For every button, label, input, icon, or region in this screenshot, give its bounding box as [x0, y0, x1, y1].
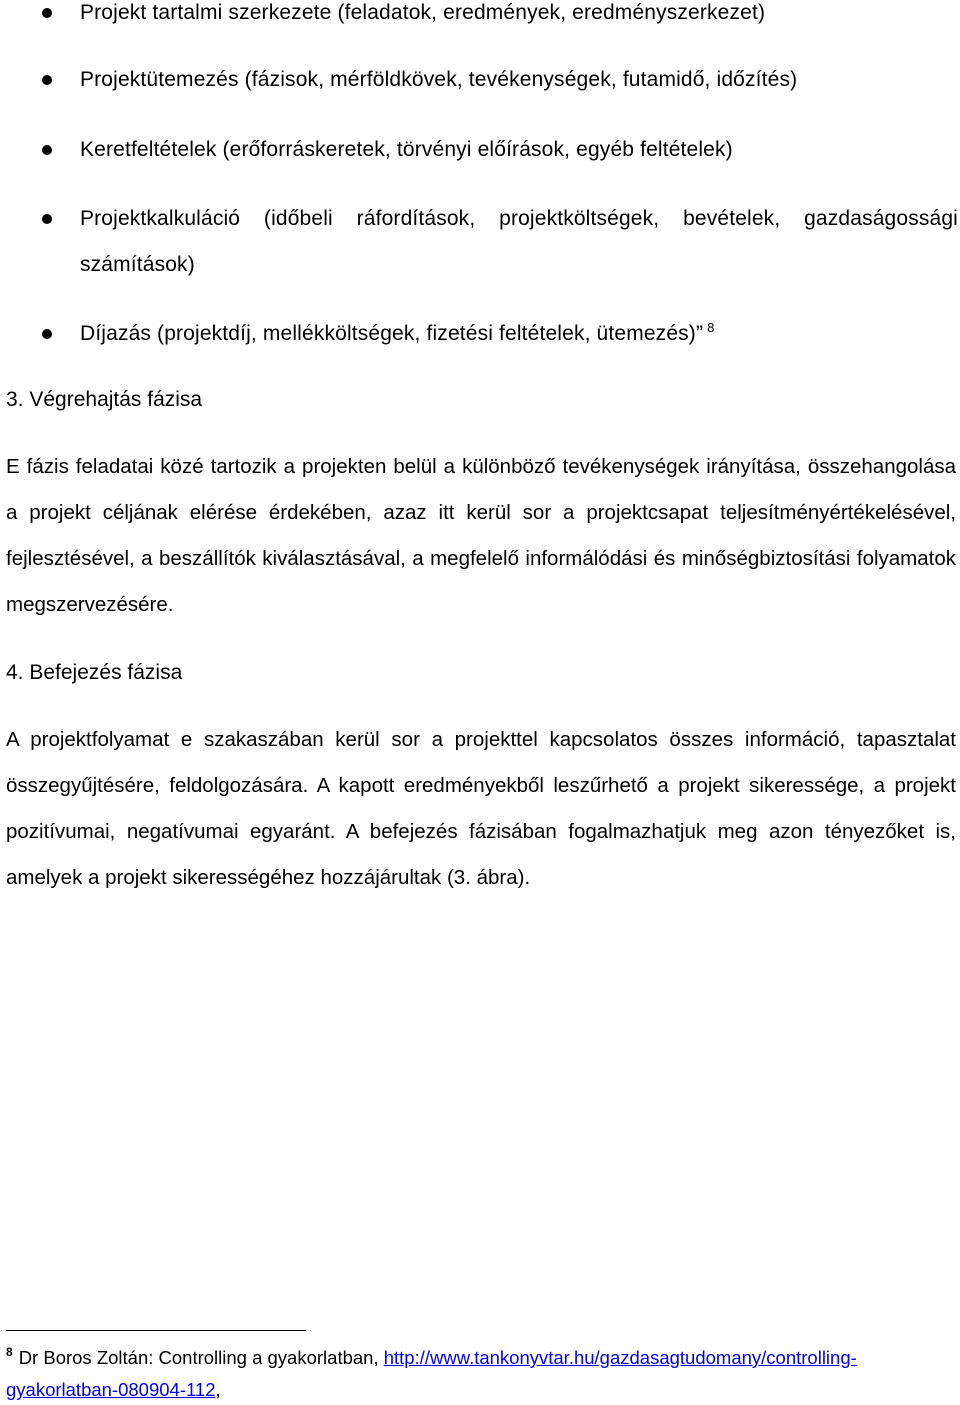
bullet-icon [42, 8, 52, 18]
bullet-icon [42, 145, 52, 155]
footnote [6, 1343, 956, 1405]
list-item-text: Projektkalkuláció (időbeli ráfordítások, projektköltségek, bevételek, gazdaságossági számítások) [80, 207, 958, 276]
section-heading: 3. Végrehajtás fázisa [6, 388, 203, 411]
footnote-text: Dr Boros Zoltán: Controlling a gyakorlatban, [18, 1347, 379, 1368]
list-item-text: Projektütemezés (fázisok, mérföldkövek, tevékenységek, futamidő, időzítés) [80, 68, 798, 91]
bullet-icon [42, 214, 52, 224]
footnote-divider [6, 1330, 306, 1331]
footnote-number: 8 [6, 1345, 13, 1359]
bullet-icon [42, 75, 52, 85]
list-item-text: Keretfeltételek (erőforráskeretek, törvényi előírások, egyéb feltételek) [80, 138, 733, 161]
list-item-text [80, 311, 958, 359]
bullet-icon [42, 329, 52, 339]
footnote-trailing: , [215, 1379, 221, 1400]
section-paragraph: E fázis feladatai közé tartozik a projekten belül a különböző tevékenységek irányítása, összehangolása a projekt céljának elérése érdekében, azaz itt kerül sor a projektcsapat teljesítményértékelésével, fejlesztésével, a beszállítók kiválasztásával, a megfelelő informálódási és minőségbiztosítási folyamatok megszervezésére. [6, 455, 956, 616]
list-item-label: Díjazás (projektdíj, mellékköltségek, fizetési feltételek, ütemezés)” [80, 322, 704, 345]
section-heading: 4. Befejezés fázisa [6, 661, 183, 684]
list-item-text: Projekt tartalmi szerkezete (feladatok, eredmények, eredményszerkezet) [80, 1, 766, 24]
footnote-reference[interactable]: 8 [707, 320, 715, 335]
footnote-link[interactable]: http://www.tankonyvtar.hu/gazdasagtudomany/controlling-gyakorlatban-080904-112 [6, 1347, 857, 1400]
section-paragraph: A projektfolyamat e szakaszában kerül sor a projekttel kapcsolatos összes információ, tapasztalat összegyűjtésére, feldolgozására. A kapott eredményekből leszűrhető a projekt sikeressége, a projekt pozitívumai, negatívumai egyaránt. A befejezés fázisában fogalmazhatjuk meg azon tényezőket is, amelyek a projekt sikerességéhez hozzájárultak (3. ábra). [6, 728, 956, 889]
